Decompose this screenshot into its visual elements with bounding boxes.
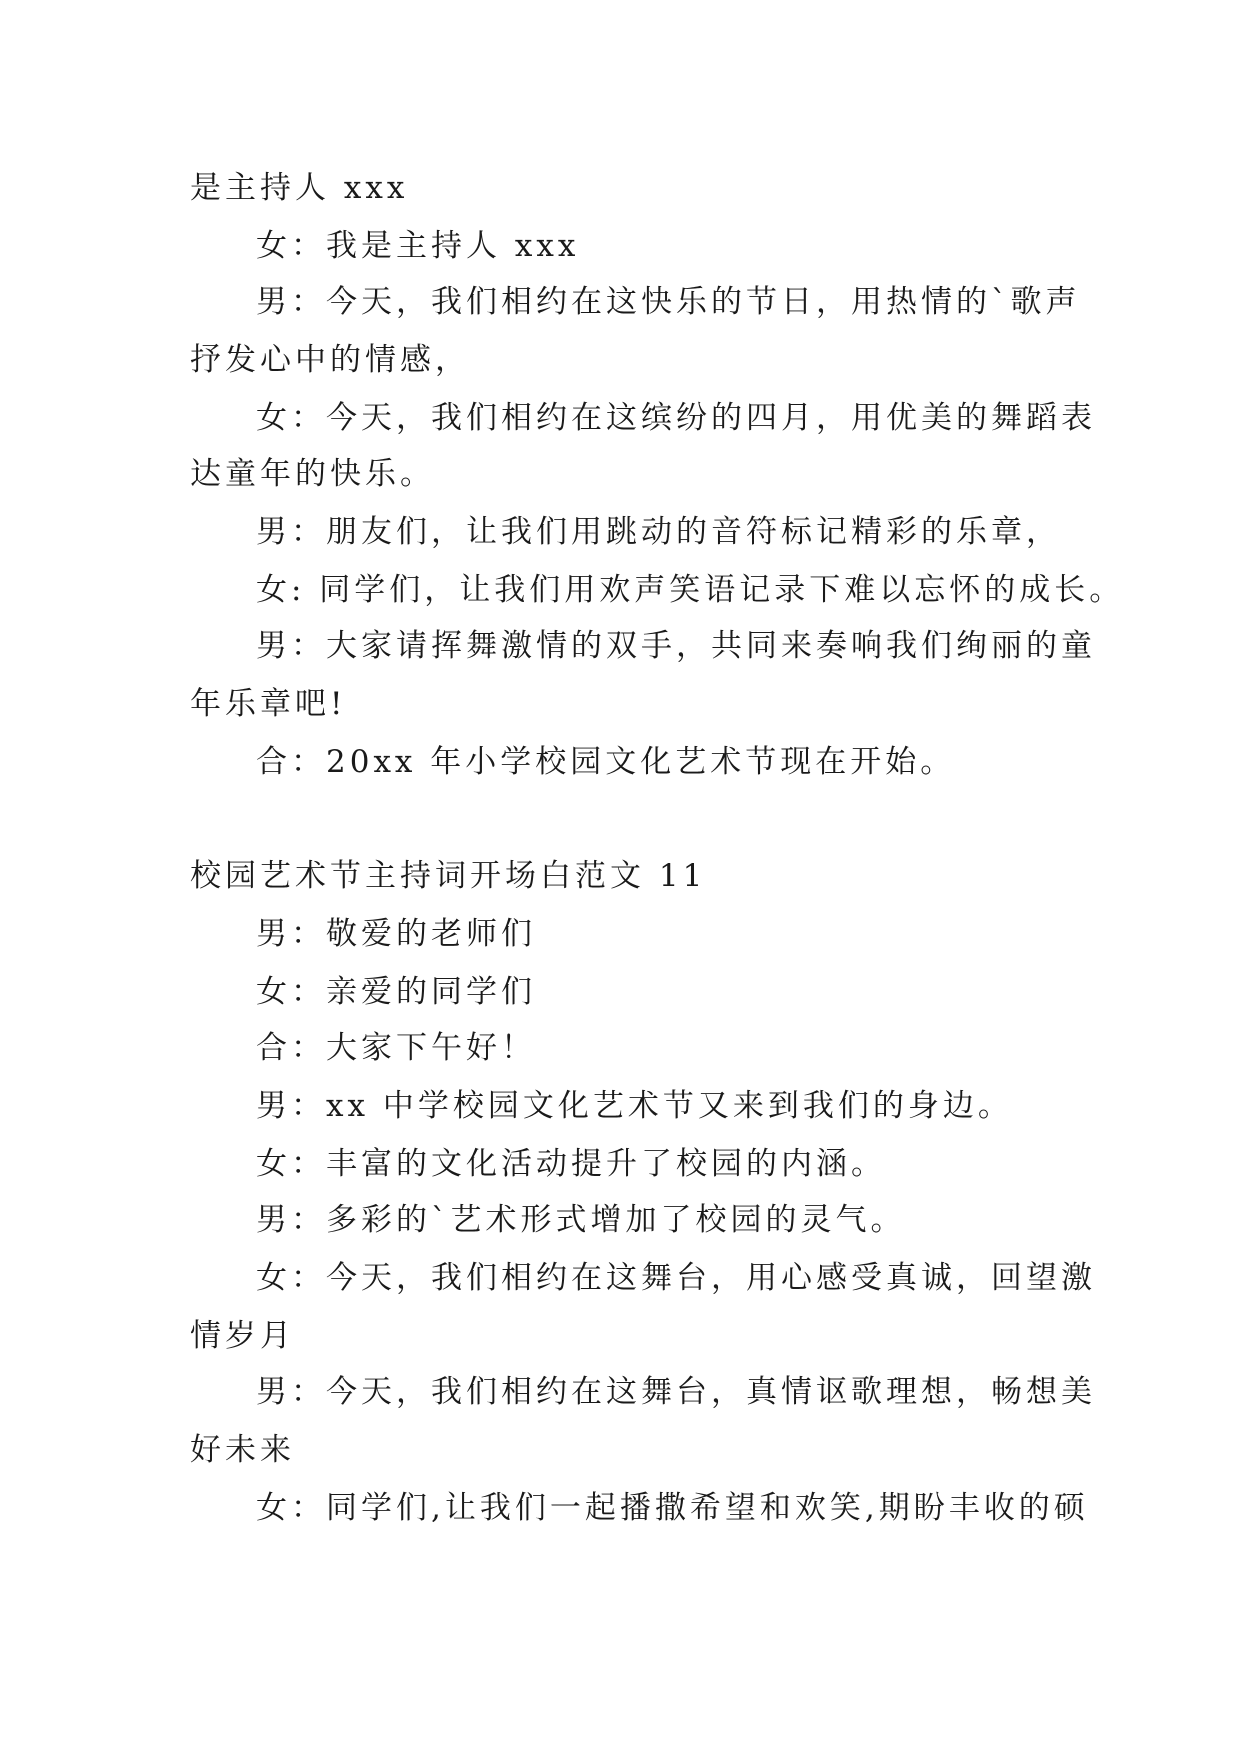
text-line: 年乐章吧! <box>190 686 347 722</box>
text-line: 合：20xx 年小学校园文化艺术节现在开始。 <box>256 744 956 780</box>
text-line: 女：丰富的文化活动提升了校园的内涵。 <box>256 1146 886 1182</box>
text-line: 男：xx 中学校园文化艺术节又来到我们的身边。 <box>256 1088 1013 1124</box>
text-line: 男：敬爱的老师们 <box>256 916 536 952</box>
text-line: 好未来 <box>190 1432 295 1468</box>
text-line: 合：大家下午好！ <box>256 1030 536 1066</box>
text-line: 女: 同学们，让我们用欢声笑语记录下难以忘怀的成长。 <box>256 572 1125 608</box>
text-line: 女：亲爱的同学们 <box>256 974 536 1010</box>
text-line: 抒发心中的情感， <box>190 342 470 378</box>
text-line: 男：今天，我们相约在这快乐的节日，用热情的`歌声 <box>256 284 1081 320</box>
text-line: 达童年的快乐。 <box>190 456 435 492</box>
text-line: 女：同学们,让我们一起播撒希望和欢笑,期盼丰收的硕 <box>256 1490 1089 1526</box>
text-line: 是主持人 xxx <box>190 170 409 206</box>
text-line: 男：大家请挥舞激情的双手，共同来奏响我们绚丽的童 <box>256 628 1096 664</box>
text-line: 男：朋友们，让我们用跳动的音符标记精彩的乐章， <box>256 514 1061 550</box>
text-line: 男：多彩的`艺术形式增加了校园的灵气。 <box>256 1202 906 1238</box>
section-heading: 校园艺术节主持词开场白范文 11 <box>190 858 707 894</box>
text-line: 女：今天，我们相约在这缤纷的四月，用优美的舞蹈表 <box>256 400 1096 436</box>
text-line: 男：今天，我们相约在这舞台，真情讴歌理想，畅想美 <box>256 1374 1096 1410</box>
text-line: 女：今天，我们相约在这舞台，用心感受真诚，回望激 <box>256 1260 1096 1296</box>
text-line: 女：我是主持人 xxx <box>256 228 580 264</box>
text-line: 情岁月 <box>190 1318 295 1354</box>
